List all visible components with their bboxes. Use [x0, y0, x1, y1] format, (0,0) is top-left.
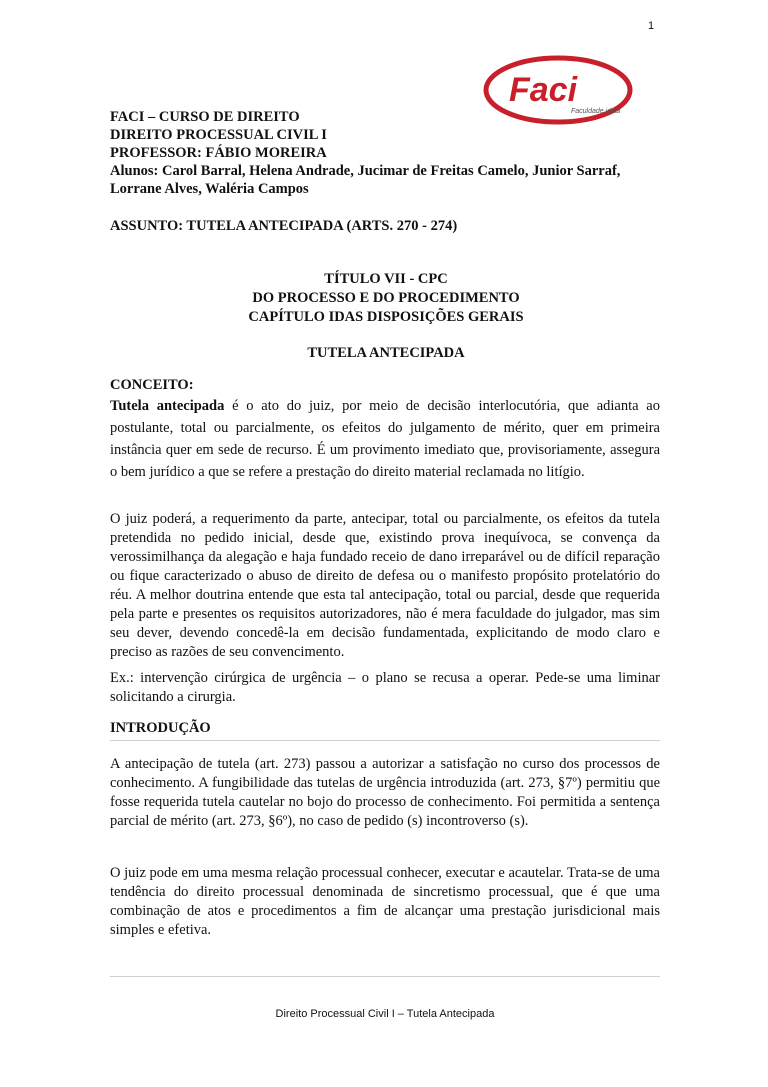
footer-divider	[110, 976, 660, 977]
paragraph-juiz: O juiz poderá, a requerimento da parte, antecipar, total ou parcialmente, os efeitos da tutela pretendida no pedido inicial, desde que, existindo prova inequívoca, se convença da verossimilhança da alegação e haja fundado receio de dano irreparável ou de difícil reparação ou fique caracterizado o abuso de direito de defesa ou o manifesto propósito protelatório do réu. A melhor doutrina entende que esta tal antecipação, total ou parcial, desde que requerida pela parte e presentes os requisitos autorizadores, não é mera faculdade do julgador, mas sim seu dever, devendo concedê-la em decisão fundamentada, explicitando de modo claro e preciso as razões de seu convencimento.	[110, 511, 660, 660]
section-title: TUTELA ANTECIPADA	[307, 345, 465, 361]
conceito-paragraph	[110, 395, 660, 483]
title-line-2: DO PROCESSO E DO PROCEDIMENTO	[252, 290, 520, 306]
introducao-paragraph-1: A antecipação de tutela (art. 273) passou a autorizar a satisfação no curso dos processos de conhecimento. A fungibilidade das tutelas de urgência introduzida (art. 273, §7º) permitiu que fosse requerida tutela cautelar no bojo do processo de conhecimento. Foi permitida a sentença parcial de mérito (art. 273, §6º), no caso de pedido (s) incontroverso (s).	[110, 756, 660, 829]
page-number: 1	[648, 20, 655, 32]
subject-line: DIREITO PROCESSUAL CIVIL I	[110, 127, 327, 143]
conceito-term: Tutela antecipada	[110, 398, 225, 414]
page-footer: Direito Processual Civil I – Tutela Antecipada	[275, 1008, 495, 1020]
title-line-1: TÍTULO VII - CPC	[324, 271, 448, 287]
professor-line: PROFESSOR: FÁBIO MOREIRA	[110, 145, 327, 161]
logo-subtext: Faculdade ideal	[571, 108, 621, 115]
paragraph-example: Ex.: intervenção cirúrgica de urgência – o plano se recusa a operar. Pede-se uma liminar solicitando a cirurgia.	[110, 670, 660, 705]
subject-title: ASSUNTO: TUTELA ANTECIPADA (ARTS. 270 - 274)	[110, 218, 458, 234]
conceito-text: é o ato do juiz, por meio de decisão interlocutória, que adianta ao postulante, total ou parcialmente, os efeitos do julgamento de mérito, quer em primeira instância quer em sede de recurso. É um provimento imediato que, provisoriamente, assegura o bem jurídico a que se refere a prestação do direito material reclamada no litígio.	[110, 398, 660, 480]
introducao-paragraph-2: O juiz pode em uma mesma relação processual conhecer, executar e acautelar. Trata-se de uma tendência do direito processual denominada de sincretismo processual, que é que uma combinação de atos e procedimentos a fim de alcançar uma prestação jurisdicional mais simples e efetiva.	[110, 865, 660, 938]
conceito-heading: CONCEITO:	[110, 377, 194, 393]
logo-text: Faci	[509, 71, 578, 109]
introducao-heading: INTRODUÇÃO	[110, 720, 660, 741]
conceito-section	[110, 376, 660, 483]
title-block	[110, 270, 662, 327]
course-line: FACI – CURSO DE DIREITO	[110, 109, 300, 125]
students-line: Alunos: Carol Barral, Helena Andrade, Jucimar de Freitas Camelo, Junior Sarraf, Lorrane Alves, Waléria Campos	[110, 163, 621, 197]
title-line-3: CAPÍTULO IDAS DISPOSIÇÕES GERAIS	[248, 309, 524, 325]
document-header	[110, 108, 662, 198]
